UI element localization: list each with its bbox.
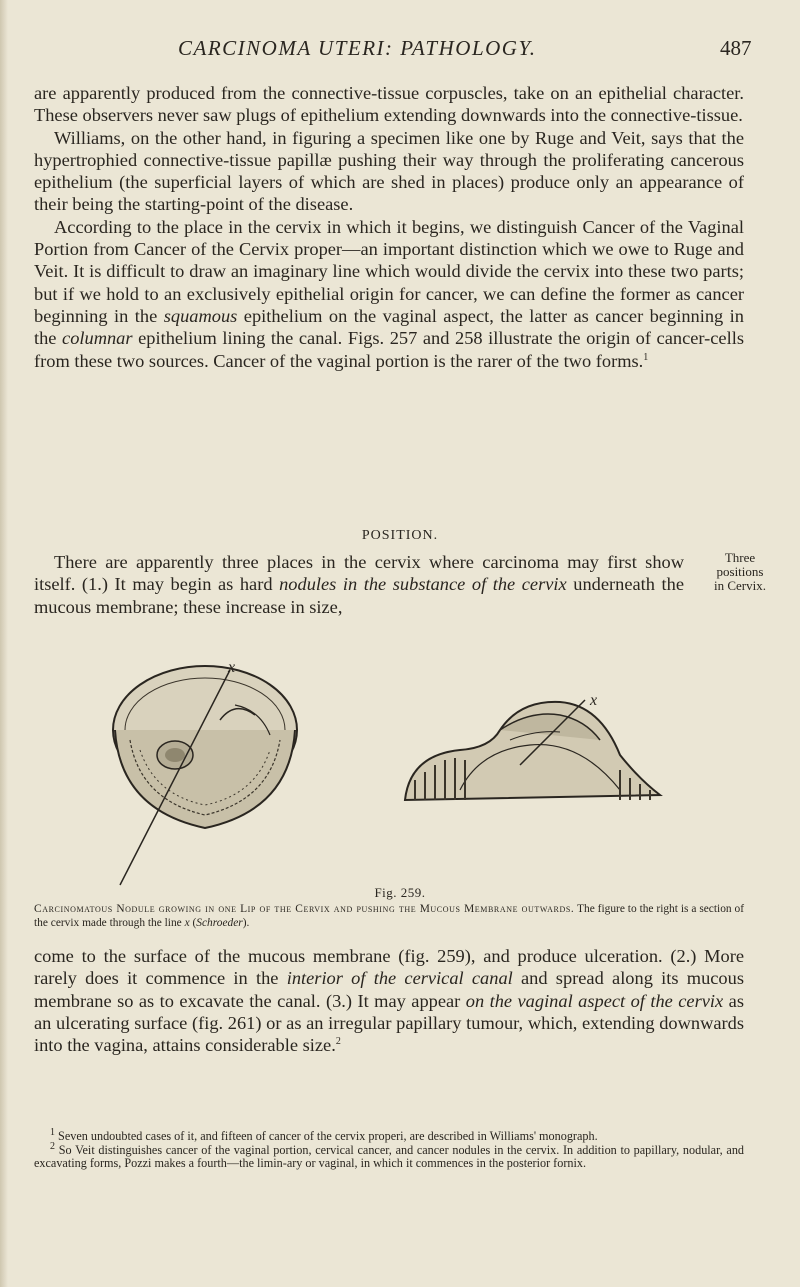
- figure-caption: Carcinomatous Nodule growing in one Lip of the Cervix and pushing the Mucous Membrane outwards. The figure to the right is a section of the cervix made through the line x (Schroeder).: [34, 903, 744, 929]
- paragraph-3-part-a: According to the place in the cervix in which it begins, we distinguish Cancer of the Vaginal Portion from Cancer of the Cervix proper—an important distinction which we owe to Ruge and Veit. It is difficult to draw an imaginary line which would divide the cervix into these two parts; but if we hold to an exclusively epithelial origin for cancer, we can define the former as cancer beginning in the: [34, 216, 744, 326]
- paragraph-5-part-c: as an ulcerating surface (fig. 261) or as an irregular papillary tumour, which, extending downwards into the vagina, attains considerable size.: [34, 990, 744, 1056]
- emphasis-squamous: squamous: [163, 305, 238, 326]
- paragraph-1: are apparently produced from the connective-tissue corpuscles, take on an epithelial character. These observers never saw plugs of epithelium extending downwards into the connective-tissue.: [34, 83, 744, 126]
- running-title: CARCINOMA UTERI: PATHOLOGY.: [178, 36, 537, 60]
- paragraph-3-part-b: epithelium on the vaginal aspect, the latter as cancer beginning in the: [34, 305, 744, 349]
- footnote-1-number: 1: [50, 1126, 55, 1138]
- emphasis-interior: interior of the cervical canal: [286, 968, 513, 989]
- body-text-position: [34, 551, 684, 618]
- running-head: [0, 36, 800, 66]
- page-edge: [0, 0, 8, 1287]
- paragraph-3-part-c: epithelium lining the canal. Figs. 257 and 258 illustrate the origin of cancer-cells from these two sources. Cancer of the vaginal portion is the rarer of the two forms.: [34, 328, 744, 371]
- paragraph-5-part-b: and spread along its mucous membrane so as to excavate the canal. (3.) It may appear: [34, 968, 744, 1011]
- footnote-2-number: 2: [50, 1140, 55, 1152]
- paragraph-5: [34, 945, 744, 1056]
- body-text-bottom: [34, 945, 744, 1056]
- margin-note-line-1: Three: [724, 550, 756, 565]
- paragraph-3: [34, 216, 744, 372]
- paragraph-4-part-b: underneath the mucous membrane; these increase in size,: [34, 574, 684, 617]
- cervix-nodule-drawing: [113, 666, 297, 885]
- margin-note-line-2: positions: [716, 564, 764, 579]
- figure-259: [60, 660, 740, 890]
- paragraph-4-part-a: There are apparently three places in the cervix where carcinoma may first show itself. (1.) It may begin as hard: [34, 552, 684, 595]
- body-text-top: [34, 82, 744, 372]
- section-heading: POSITION.: [361, 528, 439, 543]
- caption-citation: Schroeder: [196, 916, 243, 929]
- figure-label-right: x: [590, 692, 598, 709]
- margin-note-line-3: in Cervix.: [714, 578, 766, 593]
- emphasis-vaginal-aspect: on the vaginal aspect of the cervix: [465, 990, 724, 1011]
- footnote-ref-1: 1: [643, 351, 649, 363]
- paragraph-2: Williams, on the other hand, in figuring a specimen like one by Ruge and Veit, says that the hypertrophied connective-tissue papillæ pushing their way through the proliferating cancerous epithelium (the superficial layers of which are shed in places) produce only an appearance of their being the starting-point of the disease.: [34, 127, 744, 215]
- caption-text: The figure to the right is a section of the cervix made through the line: [34, 903, 744, 929]
- figure-label-left: x: [228, 660, 236, 676]
- caption-title: Carcinomatous Nodule growing in one Lip of the Cervix and pushing the Mucous Membrane outwards.: [34, 903, 575, 915]
- footnote-2: [34, 1140, 745, 1171]
- cervix-section-drawing: [405, 700, 660, 800]
- footnote-ref-2: 2: [335, 1036, 341, 1048]
- paragraph-4: [34, 551, 684, 618]
- emphasis-columnar: columnar: [62, 328, 133, 349]
- footnote-1: [34, 1126, 744, 1144]
- paragraph-5-part-a: come to the surface of the mucous membrane (fig. 259), and produce ulceration. (2.) More rarely does it commence in the: [34, 946, 744, 989]
- caption-x: x: [184, 916, 190, 929]
- figure-illustration: [60, 660, 740, 890]
- footnotes: [34, 1126, 745, 1171]
- emphasis-nodules: nodules in the substance of the cervix: [279, 574, 567, 595]
- footnote-2-text: So Veit distinguishes cancer of the vaginal portion, cervical cancer, and cancer nodules in the cervix. In addition to papillary, nodular, and excavating forms, Pozzi makes a fourth—the limin-ary or vaginal, in which it commences in the posterior fornix.: [34, 1142, 745, 1171]
- page-number: 487: [720, 36, 752, 60]
- figure-number: Fig. 259.: [374, 885, 426, 900]
- footnote-1-text: Seven undoubted cases of it, and fifteen of cancer of the cervix properi, are described in Williams' monograph.: [58, 1129, 598, 1143]
- margin-note: [685, 551, 795, 593]
